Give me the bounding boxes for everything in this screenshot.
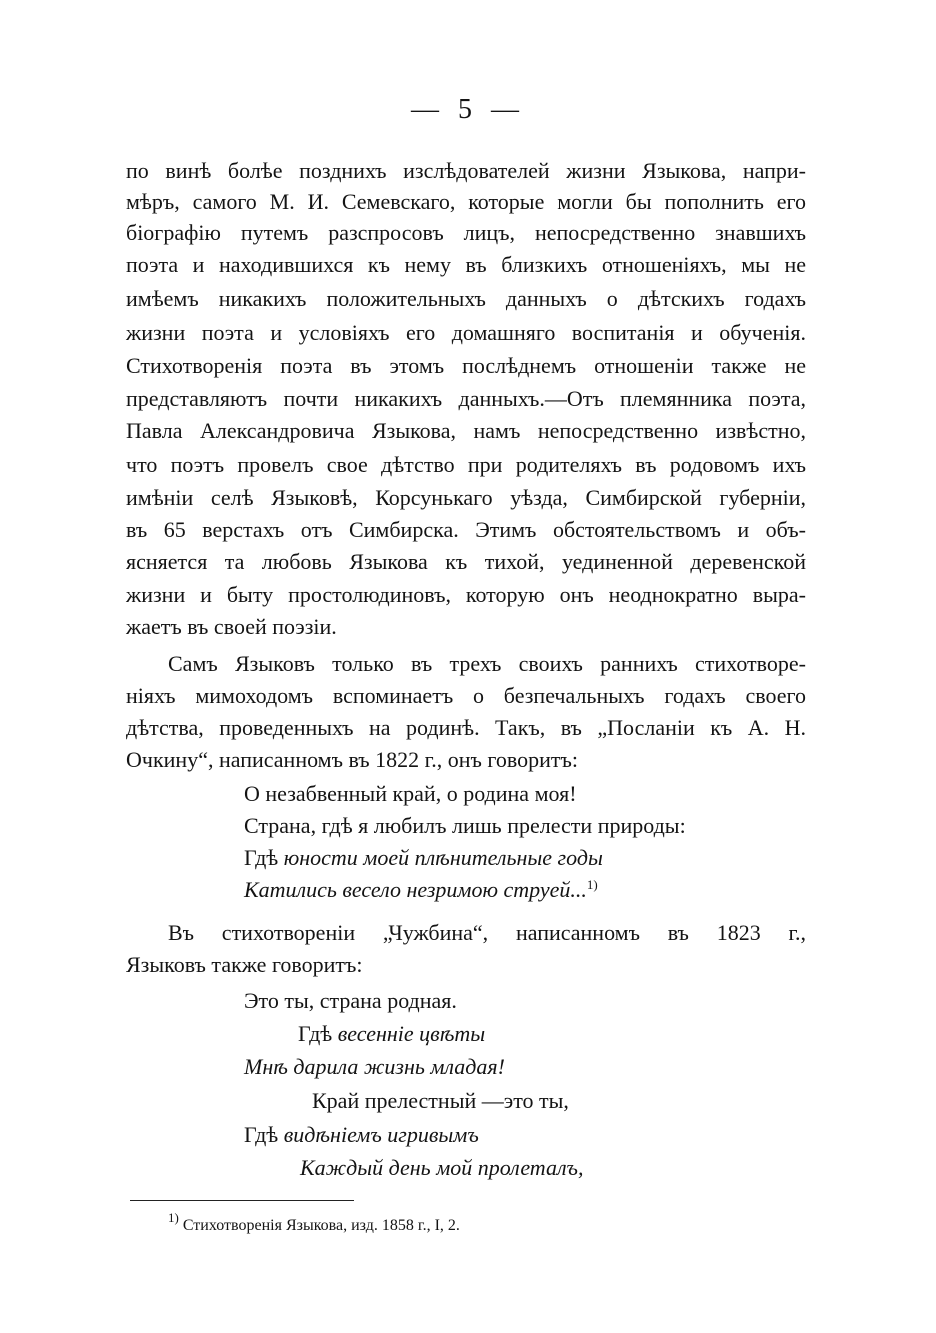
text-line: Въ стихотвореніи „Чужбина“, написанномъ въ 1823 г., — [168, 920, 806, 945]
footnote — [168, 1210, 460, 1238]
verse-text: Гдѣ — [298, 1021, 338, 1046]
text-line: что поэтъ провелъ свое дѣтство при родителяхъ въ родовомъ ихъ — [126, 452, 806, 477]
verse-italic-text: видѣніемъ игривымъ — [283, 1122, 479, 1147]
text-line: ясняется та любовь Языкова къ тихой, уединенной деревенской — [126, 549, 806, 574]
text-line: по винѣ болѣе позднихъ изслѣдователей жизни Языкова, напри- — [126, 158, 806, 183]
text-line: имѣніи селѣ Языковѣ, Корсунькаго уѣзда, Симбирской губерніи, — [126, 485, 806, 510]
text-line: поэта и находившихся къ нему въ близкихъ отношеніяхъ, мы не — [126, 252, 806, 277]
verse-text: Гдѣ — [244, 845, 284, 870]
text-line: біографію путемъ разспросовъ лицъ, непосредственно знавшихъ — [126, 220, 806, 245]
verse-line — [244, 843, 603, 873]
text-line: Павла Александровича Языкова, намъ непосредственно извѣстно, — [126, 418, 806, 443]
verse-line — [298, 1019, 485, 1049]
verse-italic-text: Мнѣ дарила жизнь младая! — [244, 1054, 505, 1079]
verse-italic-text: Катились весело незримою струей... — [244, 877, 587, 902]
text-line: жизни и быту простолюдиновъ, которую онъ неоднократно выра- — [126, 582, 806, 607]
verse-line — [244, 875, 598, 905]
text-line: жаетъ въ своей поэзіи. — [126, 614, 337, 639]
verse-line — [244, 1120, 479, 1150]
verse-line: Это ты, страна родная. — [244, 988, 457, 1013]
text-line: ніяхъ мимоходомъ вспоминаетъ о безпечальныхъ годахъ своего — [126, 683, 806, 708]
footnote-marker: 1) — [168, 1210, 179, 1225]
text-line: мѣръ, самого М. И. Семевскаго, которые могли бы пополнить его — [126, 189, 806, 214]
footnote-ref: 1) — [586, 877, 598, 892]
verse-line: Страна, гдѣ я любилъ лишь прелести природы: — [244, 813, 686, 838]
verse-italic-text: Каждый день мой пролеталъ, — [300, 1155, 584, 1180]
verse-line: О незабвенный край, о родина моя! — [244, 781, 577, 806]
page-number: — 5 — — [411, 94, 525, 125]
verse-text: Гдѣ — [244, 1122, 284, 1147]
verse-italic-text: юности моей плѣнительные годы — [283, 845, 603, 870]
verse-italic-text: весенніе цвѣты — [337, 1021, 486, 1046]
verse-line — [244, 1052, 505, 1082]
text-line: Стихотворенія поэта въ этомъ послѣднемъ отношеніи также не — [126, 353, 806, 378]
verse-line: Край прелестный —это ты, — [312, 1088, 569, 1113]
footnote-divider — [130, 1200, 354, 1201]
text-line: Языковъ также говоритъ: — [126, 952, 363, 977]
text-line: представляютъ почти никакихъ данныхъ.—Отъ племянника поэта, — [126, 386, 806, 411]
verse-line — [300, 1153, 583, 1183]
text-line: Самъ Языковъ только въ трехъ своихъ раннихъ стихотворе- — [168, 651, 806, 676]
text-line: Очкину“, написанномъ въ 1822 г., онъ говоритъ: — [126, 747, 578, 772]
text-line: въ 65 верстахъ отъ Симбирска. Этимъ обстоятельствомъ и объ- — [126, 517, 806, 542]
footnote-text: Стихотворенія Языкова, изд. 1858 г., I, 2. — [178, 1217, 460, 1234]
text-line: дѣтства, проведенныхъ на родинѣ. Такъ, въ „Посланіи къ А. Н. — [126, 715, 806, 740]
text-line: жизни поэта и условіяхъ его домашняго воспитанія и обученія. — [126, 320, 806, 345]
text-line: имѣемъ никакихъ положительныхъ данныхъ о дѣтскихъ годахъ — [126, 286, 806, 311]
